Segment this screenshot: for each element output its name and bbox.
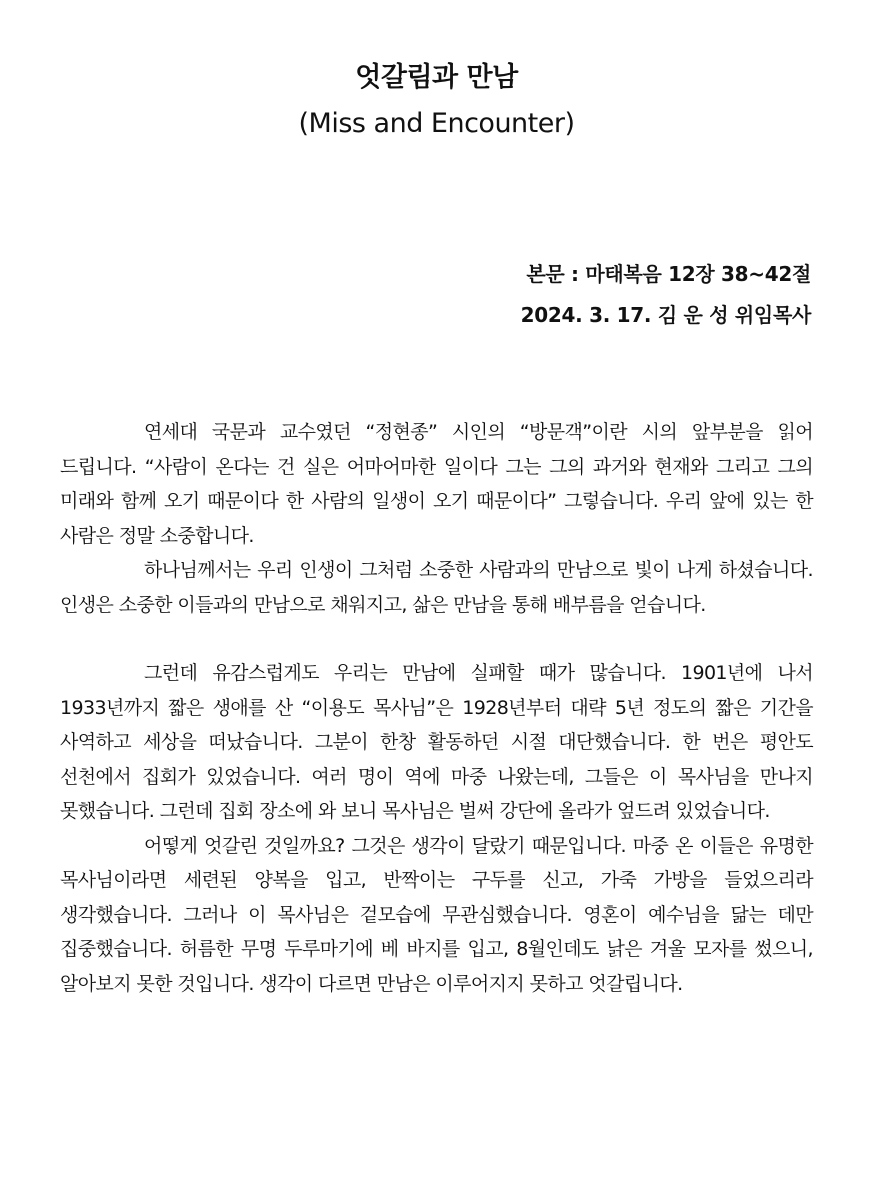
sermon-body [60, 415, 813, 1001]
paragraph-2: 하나님께서는 우리 인생이 그처럼 소중한 사람과의 만남으로 빛이 나게 하셨습니다. 인생은 소중한 이들과의 만남으로 채워지고, 삶은 만남을 통해 배부름을 얻습니다. [60, 559, 813, 616]
sermon-title: 엇갈림과 만남 [355, 62, 518, 93]
scripture-reference: 본문 : 마태복음 12장 38~42절 [526, 262, 811, 286]
sermon-title-english: (Miss and Encounter) [298, 108, 575, 139]
paragraph-3: 그런데 유감스럽게도 우리는 만남에 실패할 때가 많습니다. 1901년에 나서 1933년까지 짧은 생애를 산 “이용도 목사님”은 1928년부터 대략 5년 정도의 짧은 기간을 사역하고 세상을 떠났습니다. 그분이 한창 활동하던 시절 대단했습니다. 한 번은 평안도 선천에서 집회가 있었습니다. 여러 명이 역에 마중 나왔는데, 그들은 이 목사님을 만나지 못했습니다. 그런데 집회 장소에 와 보니 목사님은 벌써 강단에 올라가 엎드려 있었습니다. [60, 662, 813, 822]
paragraph-1: 연세대 국문과 교수였던 “정현종” 시인의 “방문객”이란 시의 앞부분을 읽어 드립니다. “사람이 온다는 건 실은 어마어마한 일이다 그는 그의 과거와 현재와 그리고 그의 미래와 함께 오기 때문이다 한 사람의 일생이 오기 때문이다” 그렇습니다. 우리 앞에 있는 한 사람은 정말 소중합니다. [60, 421, 813, 547]
paragraph-4: 어떻게 엇갈린 것일까요? 그것은 생각이 달랐기 때문입니다. 마중 온 이들은 유명한 목사님이라면 세련된 양복을 입고, 반짝이는 구두를 신고, 가죽 가방을 들었으리라 생각했습니다. 그러나 이 목사님은 겉모습에 무관심했습니다. 영혼이 예수님을 닮는 데만 집중했습니다. 허름한 무명 두루마기에 베 바지를 입고, 8월인데도 낡은 겨울 모자를 썼으니, 알아보지 못한 것입니다. 생각이 다르면 만남은 이루어지지 못하고 엇갈립니다. [60, 834, 813, 995]
date-and-preacher: 2024. 3. 17. 김 운 성 위임목사 [520, 303, 811, 327]
